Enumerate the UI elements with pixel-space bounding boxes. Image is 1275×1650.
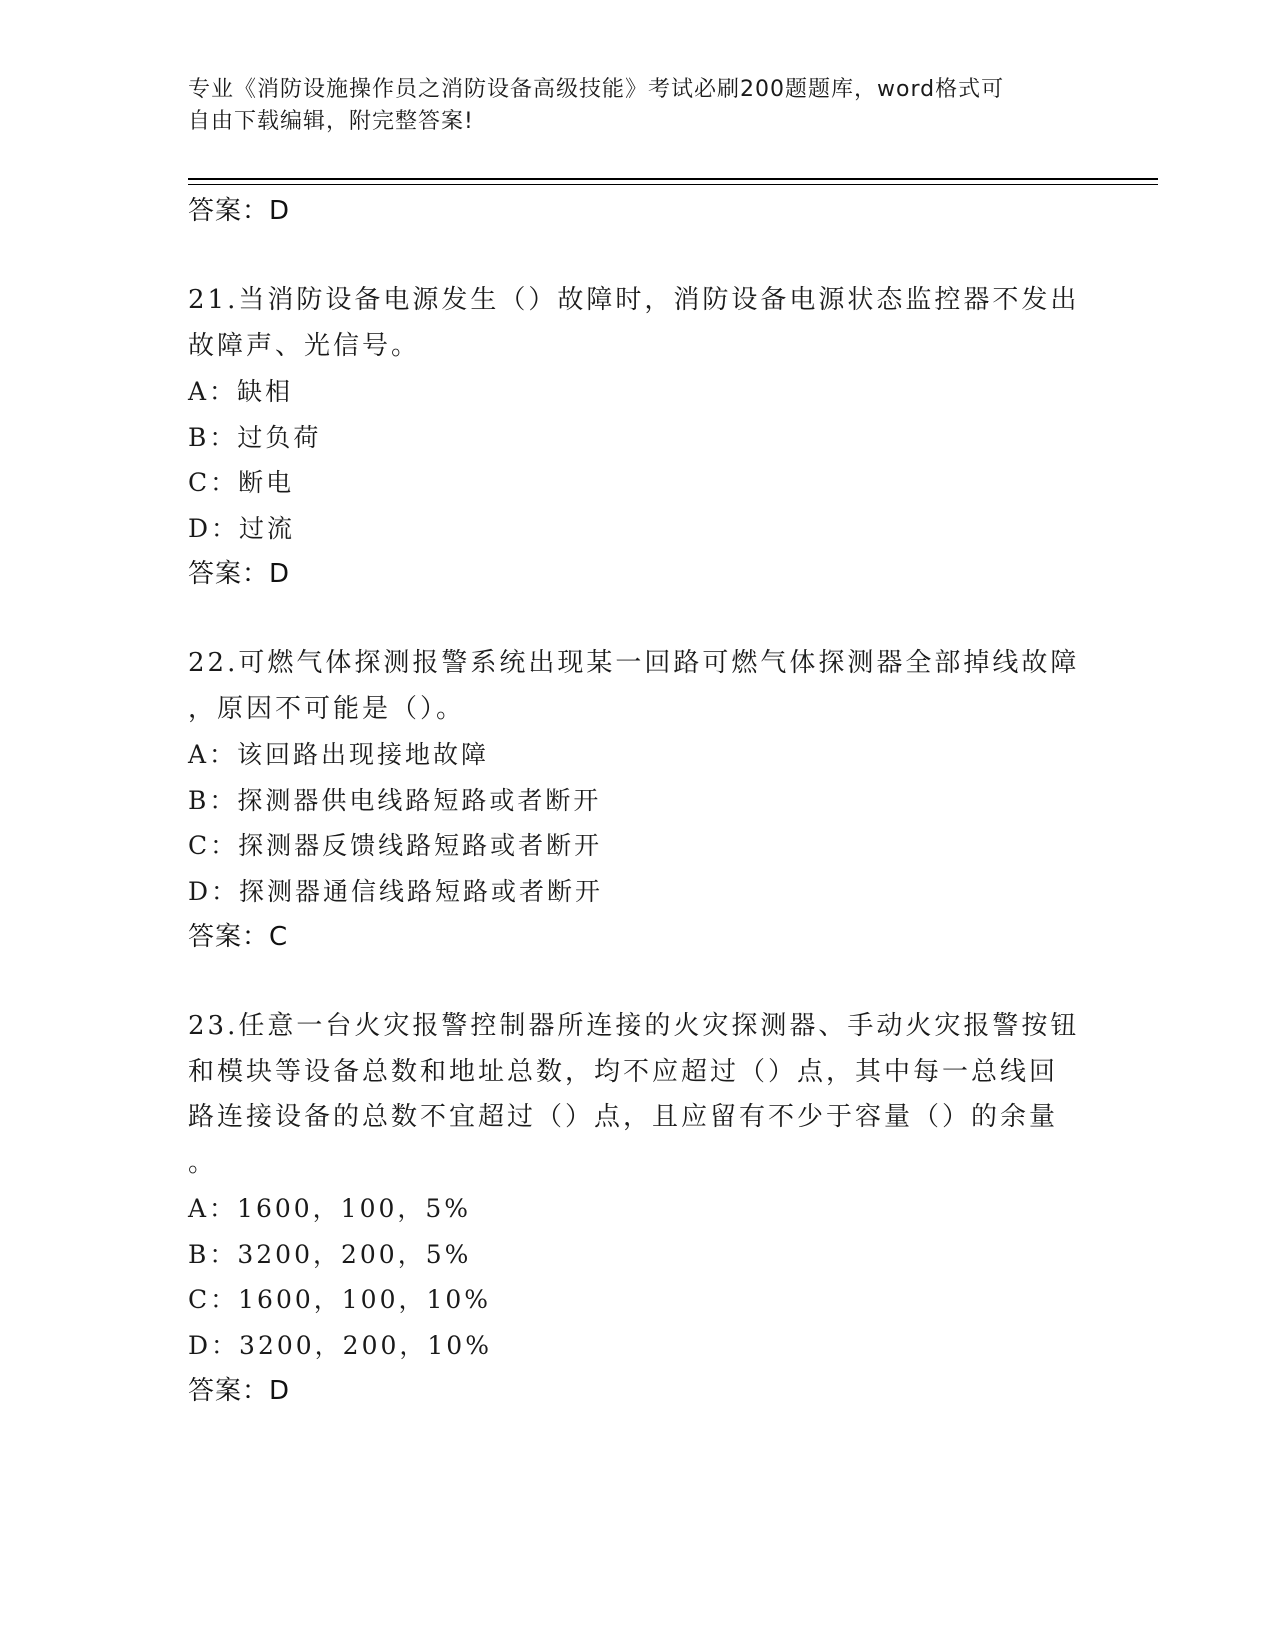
option-a: A：该回路出现接地故障 xyxy=(188,740,490,769)
header-rule-thin xyxy=(188,184,1158,185)
question-line: 。 xyxy=(188,1147,218,1178)
answer-line: 答案：C xyxy=(188,922,289,952)
option-a: A：1600，100，5% xyxy=(188,1194,472,1223)
answer-line: 答案：D xyxy=(188,196,291,226)
question-line: 路连接设备的总数不宜超过（）点，且应留有不少于容量（）的余量 xyxy=(188,1102,1059,1132)
option-a: A：缺相 xyxy=(188,377,294,406)
question-line: 故障声、光信号。 xyxy=(188,330,421,361)
answer-line: 答案：D xyxy=(188,1376,291,1406)
header-line-2: 自由下载编辑，附完整答案! xyxy=(188,109,474,134)
question-block xyxy=(188,641,1088,960)
answer-line: 答案：D xyxy=(188,559,291,589)
option-c: C：1600，100，10% xyxy=(188,1285,492,1314)
header-rule-thick xyxy=(188,178,1158,180)
option-d: D：探测器通信线路短路或者断开 xyxy=(188,876,604,906)
option-b: B：探测器供电线路短路或者断开 xyxy=(188,785,602,815)
option-d: D：3200，200，10% xyxy=(188,1330,492,1360)
question-block xyxy=(188,1004,1088,1414)
header-line-1: 专业《消防设施操作员之消防设备高级技能》考试必刷200题题库，word格式可 xyxy=(188,77,1005,102)
option-d: D：过流 xyxy=(188,513,296,543)
question-line: 21.当消防设备电源发生（）故障时，消防设备电源状态监控器不发出 xyxy=(188,285,1080,315)
question-line: 22.可燃气体探测报警系统出现某一回路可燃气体探测器全部掉线故障 xyxy=(188,648,1080,678)
option-b: B：3200，200，5% xyxy=(188,1239,472,1269)
spacer xyxy=(188,597,1088,641)
option-b: B：过负荷 xyxy=(188,422,322,452)
spacer xyxy=(188,960,1088,1004)
document-body xyxy=(188,188,1088,1414)
document-header xyxy=(188,74,1068,138)
question-block xyxy=(188,278,1088,597)
option-c: C：探测器反馈线路短路或者断开 xyxy=(188,831,603,860)
question-text xyxy=(188,1004,1088,1186)
question-text xyxy=(188,278,1088,369)
question-line: ，原因不可能是（）。 xyxy=(188,693,466,724)
question-line: 23.任意一台火灾报警控制器所连接的火灾探测器、手动火灾报警按钮 xyxy=(188,1011,1080,1041)
question-line: 和模块等设备总数和地址总数，均不应超过（）点，其中每一总线回 xyxy=(188,1056,1059,1087)
spacer xyxy=(188,234,1088,278)
option-c: C：断电 xyxy=(188,468,295,497)
question-text xyxy=(188,641,1088,732)
